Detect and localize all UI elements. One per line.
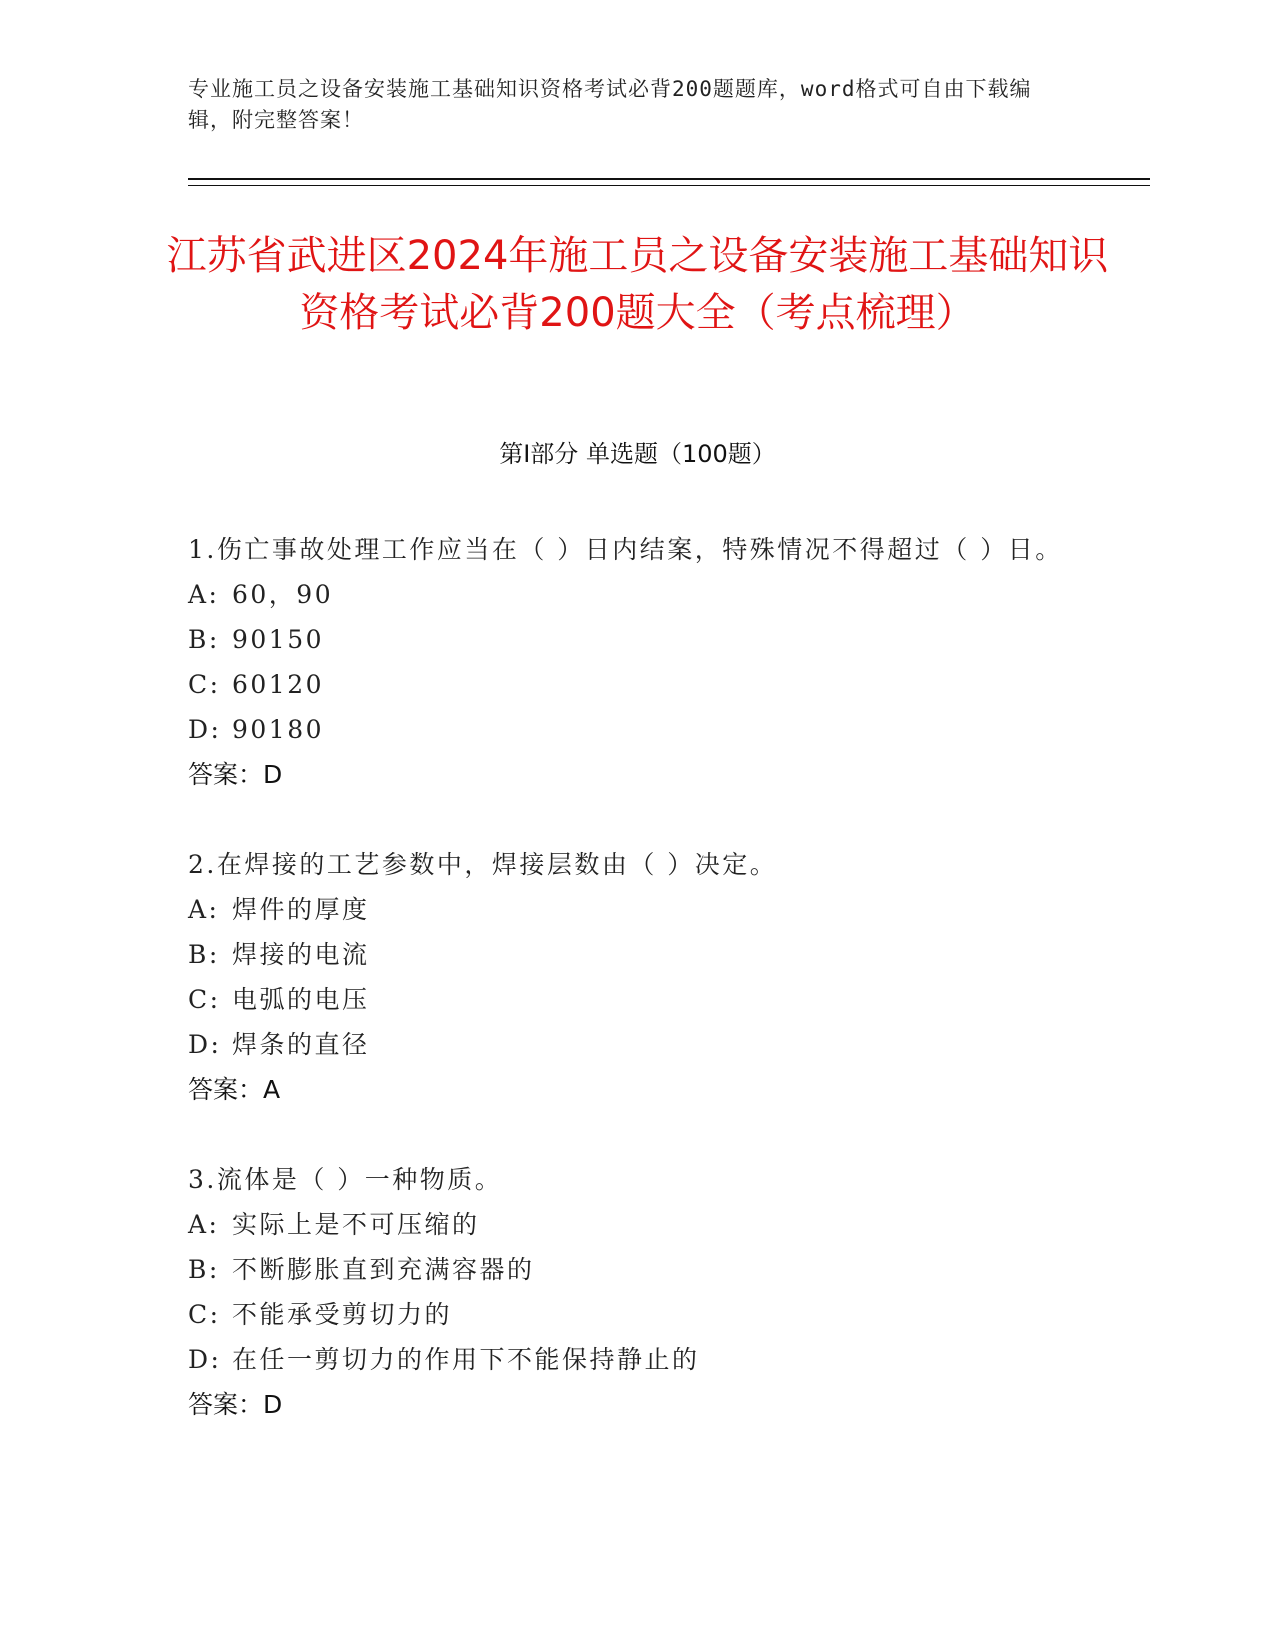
- section-title: 第Ⅰ部分 单选题（100题）: [499, 440, 776, 468]
- option-text: 60，90: [232, 580, 334, 609]
- option-letter: D:: [188, 1030, 222, 1059]
- option-letter: C:: [188, 985, 221, 1014]
- option-text: 60120: [232, 670, 325, 699]
- question-list: [188, 528, 1088, 1473]
- answer: 答案：A: [188, 1075, 281, 1104]
- option-b: [188, 932, 1088, 977]
- option-letter: A:: [188, 1210, 220, 1239]
- option-text: 实际上是不可压缩的: [232, 1210, 480, 1239]
- answer: 答案：D: [188, 1390, 283, 1419]
- option-text: 不能承受剪切力的: [232, 1300, 453, 1329]
- option-d: [188, 707, 1088, 752]
- header-note: 专业施工员之设备安装施工基础知识资格考试必背200题题库，word格式可自由下载编辑，附完整答案！: [188, 77, 1032, 132]
- option-letter: B:: [188, 625, 220, 654]
- document-title: 江苏省武进区2024年施工员之设备安装施工基础知识资格考试必背200题大全（考点梳理）: [166, 233, 1109, 336]
- option-letter: C:: [188, 1300, 221, 1329]
- question-1: [188, 528, 1088, 797]
- answer: 答案：D: [188, 760, 283, 789]
- option-a: [188, 572, 1088, 617]
- option-c: [188, 1292, 1088, 1337]
- question-2: [188, 843, 1088, 1112]
- option-letter: A:: [188, 895, 220, 924]
- option-a: [188, 887, 1088, 932]
- header-divider-thick: [188, 178, 1150, 180]
- option-text: 不断膨胀直到充满容器的: [232, 1255, 535, 1284]
- question-stem: 2.在焊接的工艺参数中，焊接层数由（ ）决定。: [188, 850, 778, 879]
- option-b: [188, 1247, 1088, 1292]
- option-letter: A:: [188, 580, 220, 609]
- option-d: [188, 1022, 1088, 1067]
- option-b: [188, 617, 1088, 662]
- option-a: [188, 1202, 1088, 1247]
- option-letter: D:: [188, 1345, 222, 1374]
- option-d: [188, 1337, 1088, 1382]
- option-c: [188, 662, 1088, 707]
- header-divider-thin: [188, 185, 1150, 186]
- option-text: 焊接的电流: [232, 940, 370, 969]
- option-text: 焊件的厚度: [232, 895, 370, 924]
- option-text: 在任一剪切力的作用下不能保持静止的: [232, 1345, 700, 1374]
- option-c: [188, 977, 1088, 1022]
- option-text: 90150: [232, 625, 325, 654]
- option-text: 电弧的电压: [232, 985, 370, 1014]
- question-3: [188, 1158, 1088, 1427]
- option-letter: B:: [188, 940, 220, 969]
- option-text: 90180: [232, 715, 325, 744]
- option-letter: B:: [188, 1255, 220, 1284]
- option-letter: C:: [188, 670, 221, 699]
- option-letter: D:: [188, 715, 222, 744]
- question-stem: 1.伤亡事故处理工作应当在（ ）日内结案，特殊情况不得超过（ ）日。: [188, 535, 1063, 564]
- question-stem: 3.流体是（ ）一种物质。: [188, 1165, 503, 1194]
- option-text: 焊条的直径: [232, 1030, 370, 1059]
